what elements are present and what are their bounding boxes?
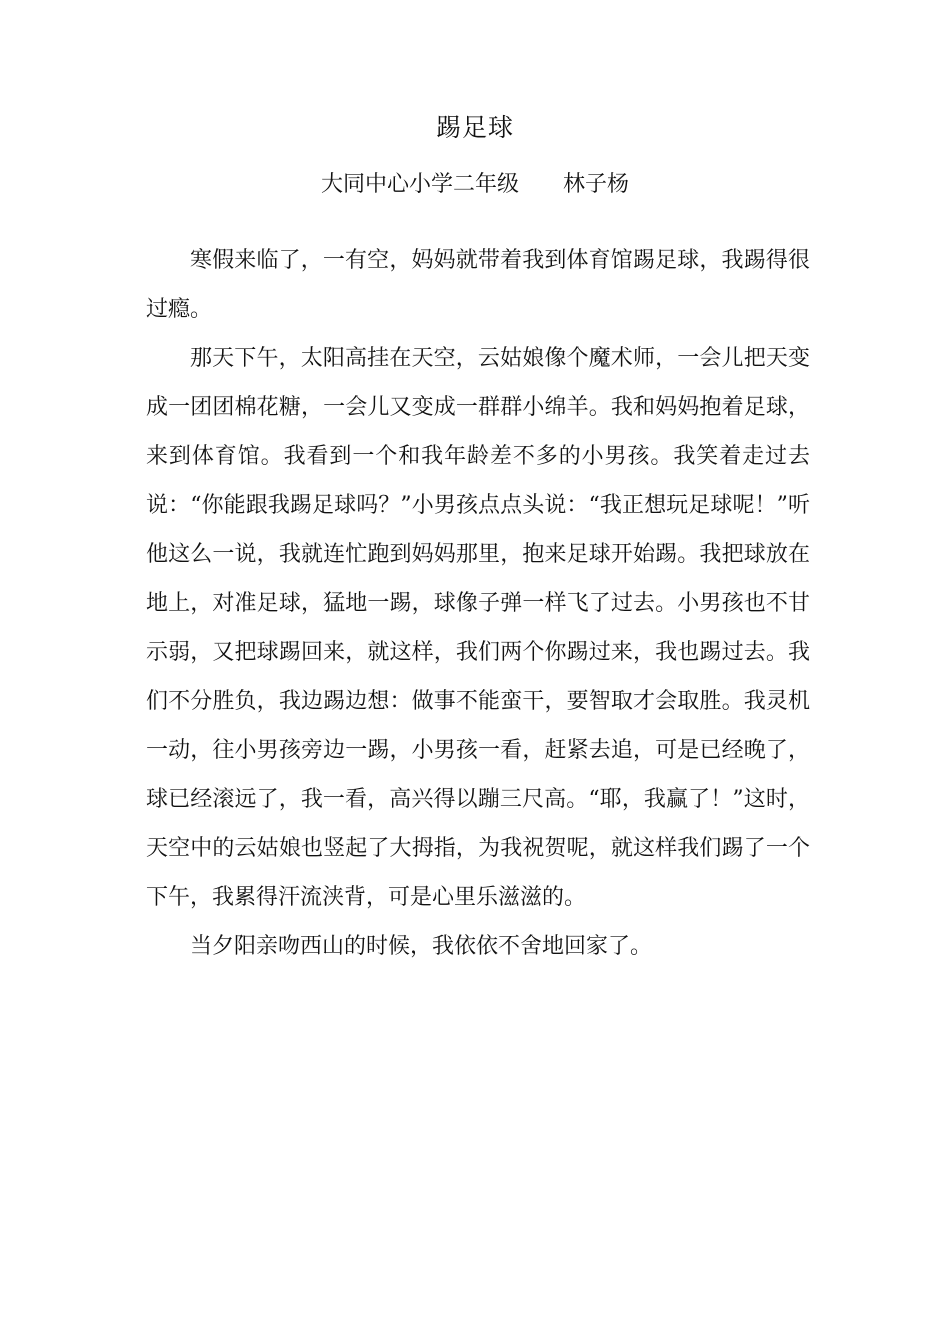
- paragraph: 寒假来临了，一有空，妈妈就带着我到体育馆踢足球，我踢得很过瘾。: [146, 248, 810, 322]
- paragraph: 当夕阳亲吻西山的时候，我依依不舍地回家了。: [190, 934, 653, 959]
- author-name: 林子杨: [563, 172, 630, 197]
- essay-title: 踢足球: [435, 113, 514, 142]
- paragraph: 那天下午，太阳高挂在天空，云姑娘像个魔术师，一会儿把天变成一团团棉花糖，一会儿又变成一群群小绵羊。我和妈妈抱着足球，来到体育馆。我看到一个和我年龄差不多的小男孩。我笑着走过去说：“你能跟我踢足球吗？”小男孩点点头说：“我正想玩足球呢！”听他这么一说，我就连忙跑到妈妈那里，抱来足球开始踢。我把球放在地上，对准足球，猛地一踢，球像子弹一样飞了过去。小男孩也不甘示弱，又把球踢回来，就这样，我们两个你踢过来，我也踢过去。我们不分胜负，我边踢边想：做事不能蛮干，要智取才会取胜。我灵机一动，往小男孩旁边一踢，小男孩一看，赶紧去追，可是已经晚了，球已经滚远了，我一看，高兴得以蹦三尺高。“耶，我赢了！”这时，天空中的云姑娘也竖起了大拇指，为我祝贺呢，就这样我们踢了一个下午，我累得汗流浃背，可是心里乐滋滋的。: [146, 346, 810, 910]
- byline: [0, 165, 950, 205]
- essay-body: [146, 236, 810, 971]
- school-grade: 大同中心小学二年级: [320, 172, 519, 197]
